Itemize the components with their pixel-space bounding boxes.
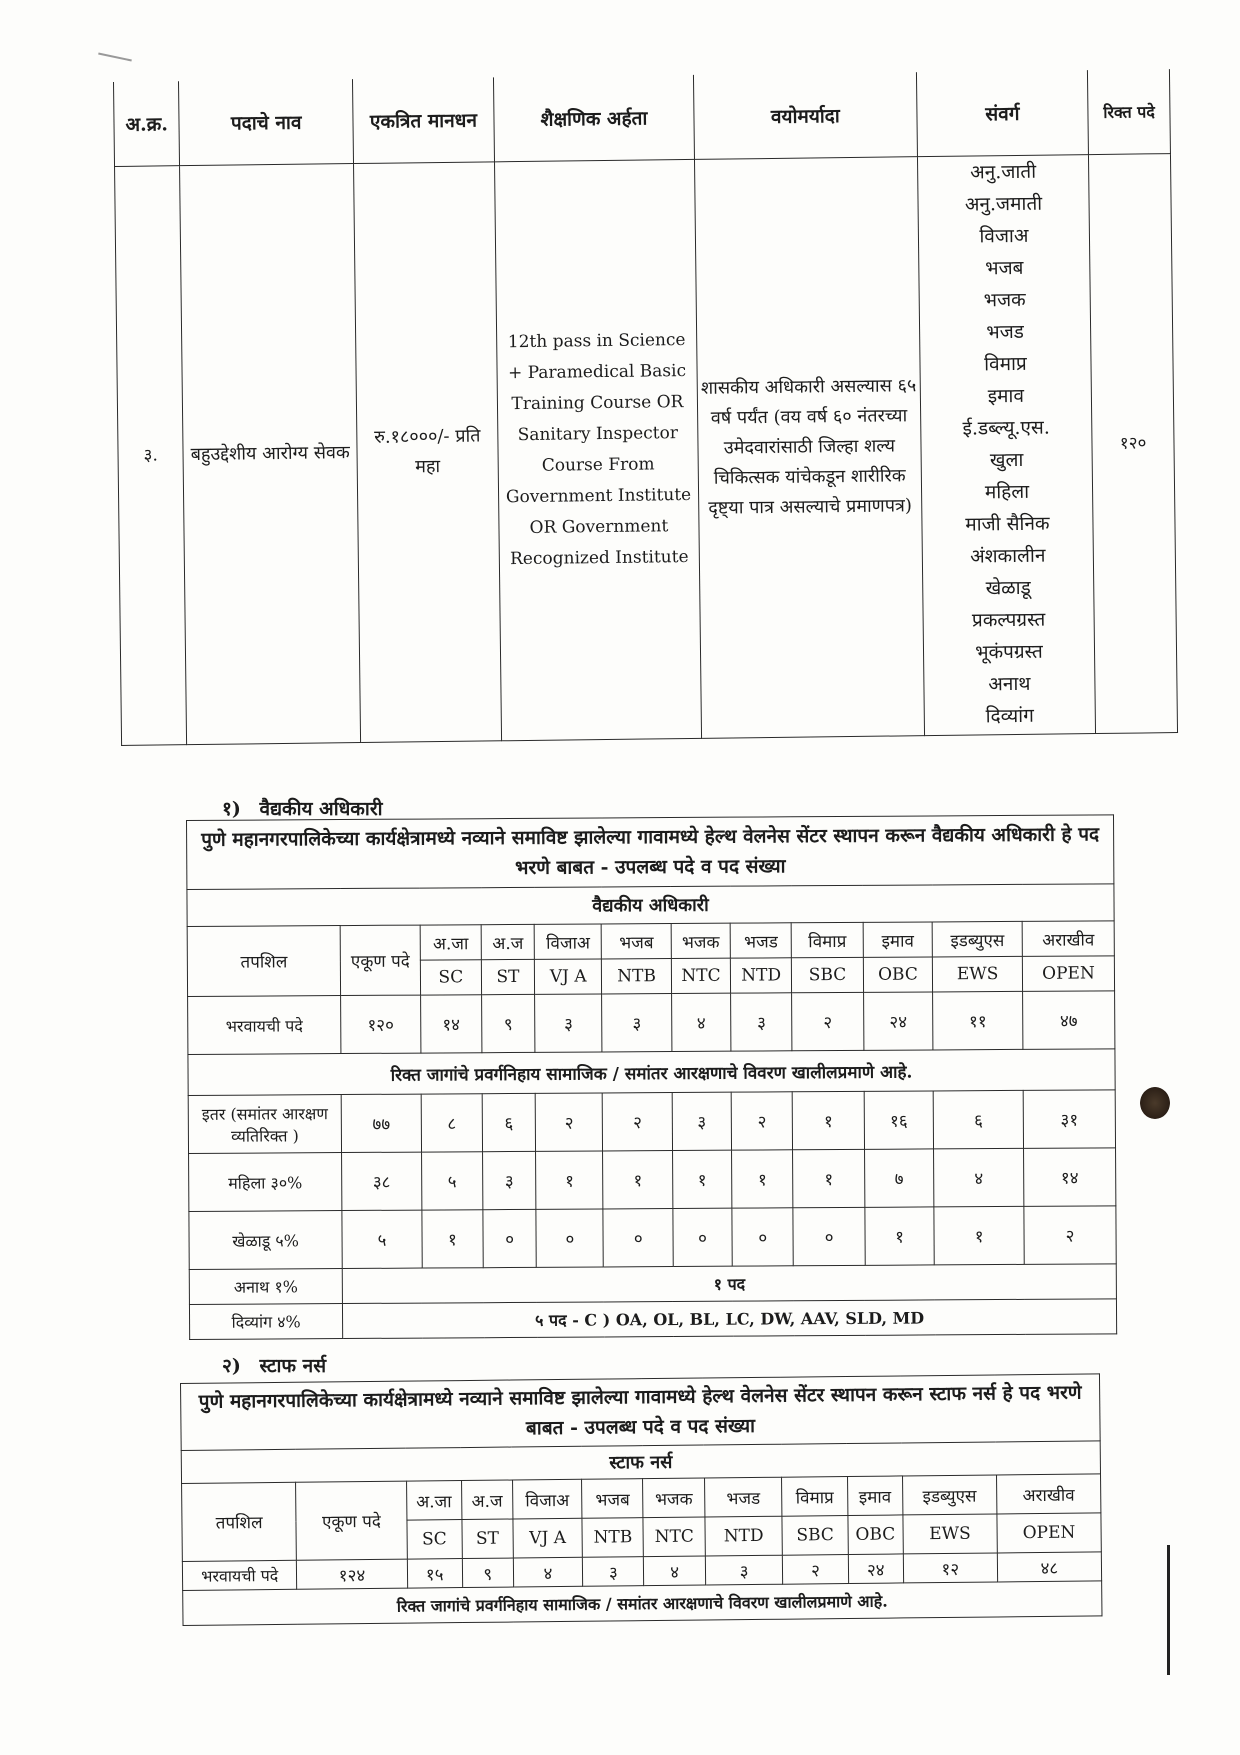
row-value: १५: [407, 1559, 462, 1589]
row-value: ०: [603, 1209, 673, 1267]
table-subtitle: वैद्यकीय अधिकारी: [187, 884, 1114, 927]
cat-mr-sc: अ.जा: [420, 925, 481, 960]
col-header-detail: तपशिल: [182, 1482, 297, 1561]
cat-mr-open: अराखीव: [996, 1474, 1101, 1514]
section-number: १): [222, 798, 241, 820]
row-label: इतर (समांतर आरक्षण व्यतिरिक्त ): [188, 1095, 341, 1154]
row-value: ४: [513, 1557, 583, 1587]
sr-cell: ३.: [115, 166, 187, 746]
disabled-posts: ५ पद - C ) OA, OL, BL, LC, DW, AAV, SLD, MD: [343, 1299, 1117, 1339]
row-value: ०: [536, 1209, 604, 1267]
category-item: दिव्यांग: [985, 704, 1034, 728]
cat-en-sc: SC: [420, 960, 481, 995]
row-value: ६: [482, 1093, 535, 1151]
medical-officer-table: [186, 814, 1117, 1340]
table-row: [188, 1090, 1115, 1154]
cat-mr-ntb: भजब: [582, 1479, 644, 1519]
row-label: खेळाडू ५%: [189, 1211, 342, 1270]
category-item: भजब: [985, 256, 1024, 280]
row-value: १: [732, 1150, 794, 1208]
cat-mr-ews: इडब्युएस: [902, 1475, 996, 1515]
age-limit-cell: शासकीय अधिकारी असल्यास ६५ वर्ष पर्यंत (वय वर्ष ६० नंतरच्या उमेदवारांसाठी जिल्हा शल्य चिकित्सक यांचेकडून शारीरिक दृष्ट्या पात्र असल्याचे प्रमाणपत्र): [695, 157, 925, 739]
cat-mr-open: अराखीव: [1022, 921, 1114, 957]
row-value: १: [865, 1207, 935, 1265]
section-heading-medical-officer: [222, 795, 395, 821]
category-item: भजक: [983, 288, 1026, 312]
row-value: ४७: [1023, 991, 1115, 1050]
ink-blot: [1140, 1087, 1170, 1119]
post-details-header-row: [113, 69, 1170, 166]
row-label: भरवायची पदे: [182, 1560, 297, 1590]
row-value: १२: [903, 1553, 997, 1583]
row-value: १: [792, 1091, 864, 1149]
row-value: १४: [420, 995, 482, 1053]
staff-nurse-table: [180, 1373, 1102, 1626]
cat-mr-ntb: भजब: [602, 924, 672, 959]
category-item: खुला: [989, 448, 1024, 472]
col-header-pay: एकत्रित मानधन: [352, 77, 494, 163]
col-header-total: एकूण पदे: [296, 1481, 407, 1560]
cat-en-st: ST: [481, 959, 534, 994]
col-header-sr: अ.क्र.: [113, 81, 179, 166]
cat-mr-ntd: भजड: [704, 1477, 782, 1517]
row-value: ९: [482, 994, 535, 1052]
row-total: ७७: [341, 1094, 421, 1152]
row-value: १६: [864, 1091, 934, 1149]
cat-en-obc: OBC: [848, 1515, 904, 1555]
section-heading-staff-nurse: [222, 1352, 338, 1378]
row-total: ५: [342, 1210, 422, 1268]
category-item: अनाथ: [988, 672, 1031, 696]
cat-en-vja: VJ A: [534, 959, 602, 994]
table-row: [189, 1206, 1116, 1270]
qualification-cell: 12th pass in Science + Paramedical Basic Training Course OR Sanitary Inspector Course From Government Institute OR Government Recognized Institute: [494, 159, 701, 740]
row-value: ५: [421, 1152, 483, 1210]
row-value: २४: [848, 1554, 903, 1584]
table-row: [189, 1264, 1116, 1305]
cat-mr-vja: विजाअ: [534, 924, 602, 959]
row-value: २: [783, 1555, 849, 1585]
row-value: ९: [462, 1558, 513, 1588]
row-value: १: [536, 1151, 604, 1209]
cat-en-sc: SC: [407, 1520, 463, 1560]
scan-edge: [1167, 1545, 1170, 1675]
cat-en-open: OPEN: [1022, 956, 1114, 992]
row-value: १: [793, 1149, 865, 1207]
cat-en-sbc: SBC: [782, 1516, 848, 1556]
cat-en-open: OPEN: [997, 1513, 1102, 1553]
row-value: ३: [583, 1557, 645, 1587]
row-value: ४: [934, 1148, 1024, 1207]
row-value: ०: [483, 1209, 536, 1267]
row-label: महिला ३०%: [189, 1153, 342, 1212]
cat-mr-st: अ.ज: [481, 924, 534, 959]
row-label: दिव्यांग ४%: [189, 1304, 342, 1340]
cat-en-vja: VJ A: [513, 1518, 583, 1558]
section-title: स्टाफ नर्स: [259, 1355, 327, 1377]
cat-en-ews: EWS: [933, 956, 1023, 992]
orphan-posts: १ पद: [342, 1264, 1116, 1304]
cat-en-ntc: NTC: [643, 1517, 705, 1557]
row-value: ३: [602, 994, 672, 1052]
category-item: अनु.जाती: [970, 160, 1037, 184]
col-header-vacancies: रिक्त पदे: [1088, 69, 1171, 154]
post-details-table: [113, 69, 1178, 746]
reservation-note: रिक्त जागांचे प्रवर्गनिहाय सामाजिक / समांतर आरक्षणाचे विवरण खालीलप्रमाणे आहे.: [188, 1049, 1115, 1096]
row-value: ४: [644, 1556, 706, 1586]
row-value: २: [731, 1092, 793, 1150]
category-item: माजी सैनिक: [965, 512, 1050, 536]
row-value: २: [1024, 1206, 1116, 1265]
row-value: ६: [933, 1090, 1023, 1149]
section-title: वैद्यकीय अधिकारी: [259, 798, 383, 820]
cat-en-ntd: NTD: [730, 958, 791, 993]
row-value: ११: [933, 991, 1023, 1050]
row-value: ३: [535, 994, 603, 1052]
cat-en-obc: OBC: [863, 957, 933, 992]
col-header-qualification: शैक्षणिक अर्हता: [493, 75, 694, 162]
cat-mr-vja: विजाअ: [512, 1479, 582, 1519]
row-total: ३८: [342, 1152, 422, 1210]
cat-mr-obc: इमाव: [847, 1476, 903, 1516]
category-item: ई.डब्ल्यू.एस.: [962, 416, 1051, 440]
pay-cell: रु.१८०००/- प्रति महा: [353, 162, 501, 743]
category-item: अंशकालीन: [970, 544, 1046, 568]
category-item: खेळाडू: [985, 576, 1031, 600]
row-total: १२४: [297, 1559, 408, 1589]
cat-en-ntb: NTB: [602, 959, 672, 994]
category-item: इमाव: [987, 384, 1025, 408]
category-item: भजड: [986, 320, 1025, 344]
cat-en-st: ST: [462, 1519, 513, 1559]
cat-en-ntb: NTB: [582, 1518, 644, 1558]
row-total: १२०: [341, 995, 421, 1053]
row-value: ४८: [997, 1552, 1102, 1582]
cat-mr-ntc: भजक: [643, 1478, 705, 1518]
row-value: १: [934, 1206, 1024, 1265]
row-label: भरवायची पदे: [188, 996, 341, 1055]
table-row: [189, 1148, 1116, 1212]
table-row: [115, 154, 1178, 746]
cat-en-sbc: SBC: [792, 957, 864, 992]
post-name-cell: बहुउद्देशीय आरोग्य सेवक: [180, 164, 361, 745]
category-item: महिला: [984, 480, 1030, 504]
vacancies-cell: १२०: [1089, 154, 1178, 734]
col-header-detail: तपशिल: [187, 926, 341, 997]
reservation-note: रिक्त जागांचे प्रवर्गनिहाय सामाजिक / समांतर आरक्षणाचे विवरण खालीलप्रमाणे आहे.: [183, 1581, 1102, 1626]
row-value: ३: [731, 993, 793, 1051]
cat-mr-ntc: भजक: [671, 923, 730, 958]
row-label: अनाथ १%: [189, 1269, 342, 1305]
row-value: २: [535, 1093, 603, 1151]
col-header-post: पदाचे नाव: [179, 79, 354, 166]
row-value: २४: [863, 992, 933, 1050]
category-cell: [917, 155, 1096, 736]
cat-en-ntc: NTC: [671, 958, 730, 993]
table-title: पुणे महानगरपालिकेच्या कार्यक्षेत्रामध्ये नव्याने समाविष्ट झालेल्या गावामध्ये हेल्थ वेलनेस सेंटर स्थापन करून वैद्यकीय अधिकारी हे पद भरणे बाबत - उपलब्ध पदे व पद संख्या: [187, 815, 1114, 890]
row-value: ३: [672, 1092, 732, 1150]
row-value: ३: [483, 1151, 536, 1209]
category-item: विजाअ: [979, 224, 1029, 248]
col-header-total: एकूण पदे: [340, 925, 420, 995]
row-value: ०: [793, 1207, 865, 1265]
cat-mr-sbc: विमाप्र: [791, 922, 863, 957]
row-value: २: [792, 992, 864, 1050]
table-subtitle: स्टाफ नर्स: [181, 1441, 1100, 1484]
cat-en-ntd: NTD: [705, 1516, 783, 1556]
category-item: अनु.जमाती: [964, 192, 1043, 216]
cat-mr-sc: अ.जा: [406, 1481, 462, 1521]
row-value: ३१: [1023, 1090, 1115, 1149]
row-value: ४: [671, 993, 731, 1051]
category-item: प्रकल्पग्रस्त: [971, 608, 1046, 632]
table-row: [188, 991, 1115, 1055]
row-value: ०: [673, 1208, 733, 1266]
row-value: ७: [864, 1149, 934, 1207]
row-value: १: [603, 1151, 673, 1209]
cat-mr-st: अ.ज: [461, 1480, 512, 1520]
cat-mr-sbc: विमाप्र: [782, 1477, 848, 1517]
col-header-age: वयोमर्यादा: [694, 72, 918, 159]
col-header-category: संवर्ग: [916, 70, 1089, 157]
table-row: [189, 1299, 1116, 1340]
row-value: १: [422, 1210, 484, 1268]
row-value: ३: [705, 1555, 783, 1585]
table-title: पुणे महानगरपालिकेच्या कार्यक्षेत्रामध्ये नव्याने समाविष्ट झालेल्या गावामध्ये हेल्थ वेलनेस सेंटर स्थापन करून स्टाफ नर्स हे पद भरणे बाबत - उपलब्ध पदे व पद संख्या: [181, 1374, 1101, 1451]
category-item: भूकंपग्रस्त: [975, 640, 1043, 664]
cat-mr-ews: इडब्युएस: [932, 921, 1022, 957]
section-number: २): [222, 1355, 241, 1377]
cat-mr-ntd: भजड: [730, 923, 791, 958]
cat-mr-obc: इमाव: [863, 922, 933, 957]
row-value: ८: [421, 1094, 483, 1152]
row-value: १४: [1024, 1148, 1116, 1207]
category-header-row-mr: [187, 921, 1114, 962]
row-value: ०: [732, 1208, 794, 1266]
row-value: २: [603, 1093, 673, 1151]
scan-mark: [98, 52, 132, 61]
category-item: विमाप्र: [984, 352, 1027, 376]
cat-en-ews: EWS: [903, 1514, 997, 1554]
row-value: १: [672, 1150, 732, 1208]
